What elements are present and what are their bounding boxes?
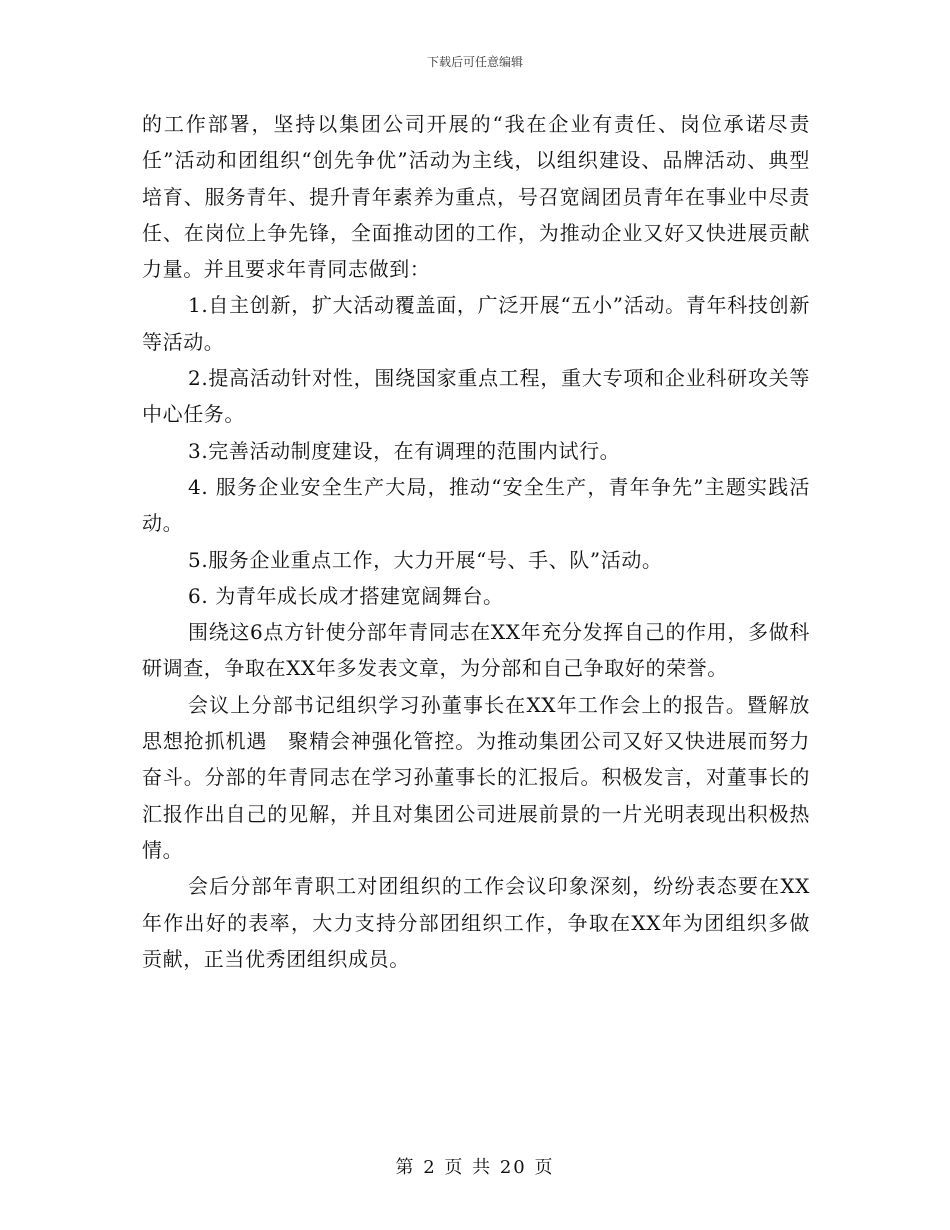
list-item-4: 4. 服务企业安全生产大局，推动“安全生产，青年争先”主题实践活动。 bbox=[142, 474, 810, 536]
paragraph-conclusion: 会后分部年青职工对团组织的工作会议印象深刻，纷纷表态要在XX年作出好的表率，大力支持分部团组织工作，争取在XX年为团组织多做贡献，正当优秀团组织成员。 bbox=[142, 874, 810, 971]
page-number: 第 2 页 共 20 页 bbox=[395, 1157, 555, 1178]
paragraph-goals: 围绕这6点方针使分部年青同志在XX年充分发挥自己的作用，多做科研调查，争取在XX年多发表文章，为分部和自己争取好的荣誉。 bbox=[142, 620, 810, 681]
list-item-1: 1.自主创新，扩大活动覆盖面，广泛开展“五小”活动。青年科技创新等活动。 bbox=[142, 293, 810, 354]
paragraph-continuation: 的工作部署，坚持以集团公司开展的“我在企业有责任、岗位承诺尽责任”活动和团组织“创先争优”活动为主线，以组织建设、品牌活动、典型培育、服务青年、提升青年素养为重点，号召宽阔团员青年在事业中尽责任、在岗位上争先锋，全面推动团的工作，为推动企业又好又快进展贡献力量。并且要求年青同志做到： bbox=[142, 112, 810, 282]
document-body bbox=[142, 106, 810, 977]
list-item-6: 6. 为青年成长成才搭建宽阔舞台。 bbox=[188, 583, 504, 608]
list-item-2: 2.提高活动针对性，围绕国家重点工程，重大专项和企业科研攻关等中心任务。 bbox=[142, 366, 810, 427]
paragraph-meeting: 会议上分部书记组织学习孙董事长在XX年工作会上的报告。暨解放思想抢抓机遇 聚精会神强化管控。为推动集团公司又好又快进展而努力奋斗。分部的年青同志在学习孙董事长的汇报后。积极发言，对董事长的汇报作出自己的见解，并且对集团公司进展前景的一片光明表现出积极热情。 bbox=[142, 692, 810, 862]
list-item-3: 3.完善活动制度建设，在有调理的范围内试行。 bbox=[188, 438, 621, 463]
page-header-note: 下载后可任意编辑 bbox=[426, 55, 523, 69]
list-item-5: 5.服务企业重点工作，大力开展“号、手、队”活动。 bbox=[188, 547, 663, 572]
